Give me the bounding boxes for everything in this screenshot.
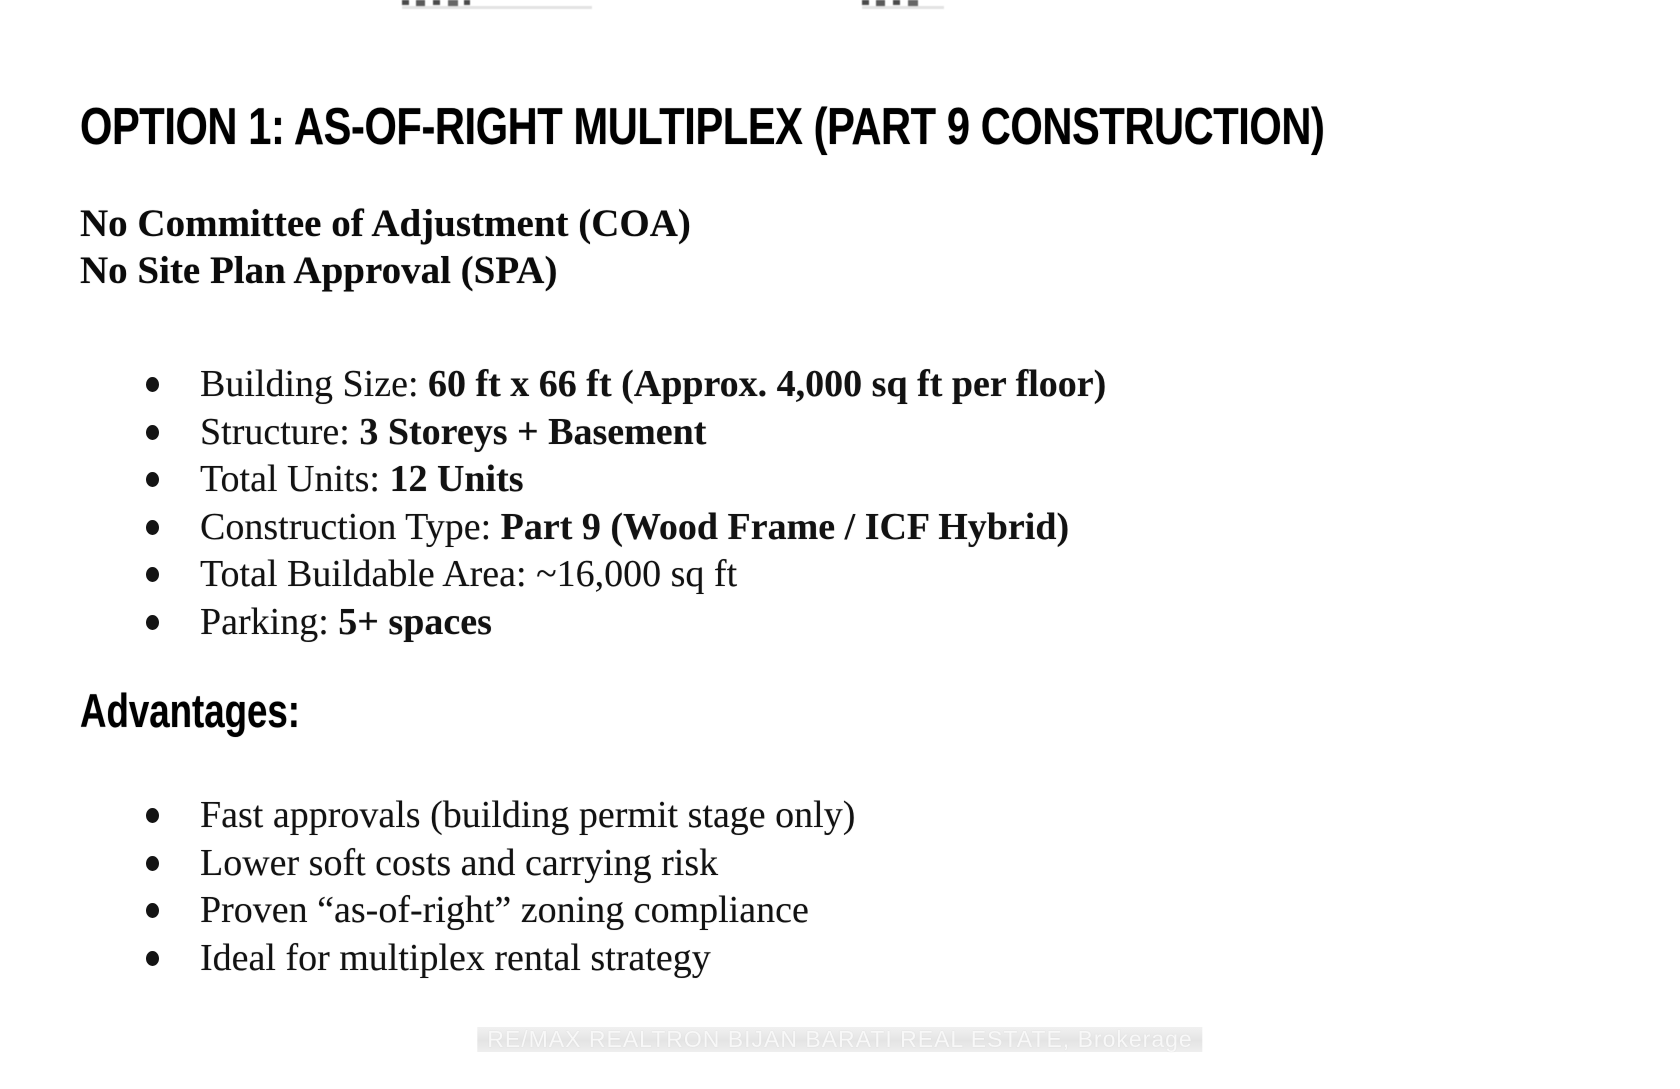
spec-item-building-size <box>200 361 1106 409</box>
spec-text <box>200 553 737 595</box>
bullet-icon <box>146 520 159 535</box>
subheading-no-coa: No Committee of Adjustment (COA) <box>80 202 691 245</box>
spec-label: Total Buildable Area: ~16,000 sq ft <box>200 553 738 595</box>
spec-value: 5+ spaces <box>338 600 492 643</box>
bullet-icon <box>146 951 159 966</box>
spec-value: Part 9 (Wood Frame / ICF Hybrid) <box>500 505 1070 548</box>
spec-value: 60 ft x 66 ft (Approx. 4,000 sq ft per floor) <box>428 363 1107 405</box>
advantage-item-fast-approvals <box>200 792 855 840</box>
advantage-item-lower-costs <box>200 840 855 888</box>
spec-label: Structure: <box>200 410 360 453</box>
artifact-line <box>862 6 944 9</box>
subheading-no-spa: No Site Plan Approval (SPA) <box>80 249 558 292</box>
spec-item-construction-type <box>200 504 1106 552</box>
spec-label: Construction Type: <box>200 505 501 548</box>
spec-value: 3 Storeys + Basement <box>359 410 707 453</box>
bullet-icon <box>146 615 159 630</box>
advantage-text: Fast approvals (building permit stage only) <box>200 794 856 836</box>
advantage-text: Lower soft costs and carrying risk <box>200 841 719 884</box>
bullet-icon <box>146 472 159 487</box>
spec-label: Parking: <box>200 600 339 643</box>
advantage-item-rental-strategy <box>200 935 855 983</box>
spec-item-buildable-area <box>200 551 1106 599</box>
spec-text <box>200 363 1106 405</box>
brokerage-watermark: RE/MAX REALTRON BIJAN BARATI REAL ESTATE, Brokerage <box>477 1027 1202 1052</box>
spec-label: Building Size: <box>200 363 428 405</box>
bullet-icon <box>146 567 159 582</box>
specs-list <box>200 361 1106 646</box>
bullet-icon <box>146 808 159 823</box>
spec-item-structure <box>200 409 1106 457</box>
spec-value: 12 Units <box>389 458 524 500</box>
spec-item-parking <box>200 599 1106 647</box>
bullet-icon <box>146 425 159 440</box>
artifact-mark <box>464 0 470 5</box>
spec-text <box>200 601 492 643</box>
page-title: OPTION 1: AS-OF-RIGHT MULTIPLEX (PART 9 CONSTRUCTION) <box>80 98 1325 156</box>
advantages-list <box>200 792 855 982</box>
spec-label: Total Units: <box>200 458 390 500</box>
bullet-icon <box>146 903 159 918</box>
advantage-item-zoning-compliance <box>200 887 855 935</box>
spec-item-total-units <box>200 456 1106 504</box>
advantages-heading: Advantages: <box>80 684 301 737</box>
advantage-text: Proven “as-of-right” zoning compliance <box>200 889 809 931</box>
advantage-text: Ideal for multiplex rental strategy <box>200 936 711 979</box>
bullet-icon <box>146 377 159 392</box>
artifact-mark <box>893 0 900 5</box>
subheadings <box>80 200 691 294</box>
bullet-icon <box>146 856 159 871</box>
artifact-line <box>402 6 592 9</box>
artifact-mark <box>402 0 409 5</box>
spec-text <box>200 458 524 500</box>
spec-text <box>200 506 1069 548</box>
artifact-mark <box>433 0 440 5</box>
artifact-mark <box>862 0 869 5</box>
spec-text <box>200 411 706 453</box>
